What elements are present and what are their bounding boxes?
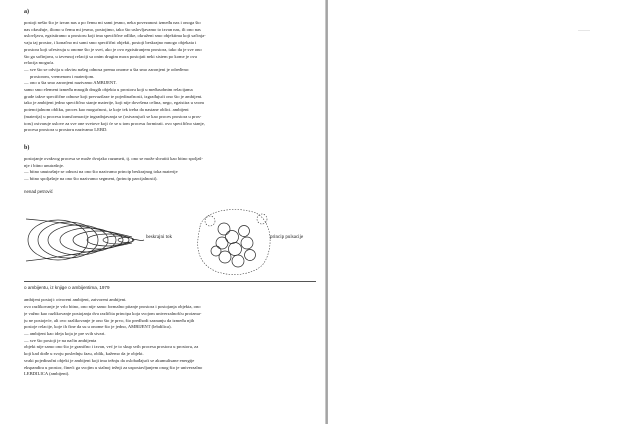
text-line: ovo razlikovanje je vrlo bitno, ono nije samo formalno pitanje prostora i postojanja objekta, ono <box>24 304 201 310</box>
text-line: je važno kao razlikovanje postojanja dva različita principa koja svojom univerzalnošću proizma- <box>24 310 202 316</box>
text-line: (materija) u procesu transformacije ingradnjavanja se (ostvarujući se kao proces prostora u pros- <box>24 113 202 119</box>
text-line: toru) ostvaruje uslove za sve one svetove koji će se u tom procesu formirati. ovo specifično stanje, <box>24 120 205 126</box>
text-line: samo smo element između mnogih drugih objekta u prostoru koji u međusobnim relacijama <box>24 87 193 93</box>
section-a-label: a) <box>24 9 29 15</box>
text-line: što ga sačinjava, u izvesnoj relaciji sa onim drugim mora postojati neki sistem po kome je ova <box>24 53 197 59</box>
text-line: nje i bitno unutrašnje. <box>24 162 65 168</box>
text-line: svaki pojedinačni objekt je ambijent koji ima težnju da oslobađajući se akumulisane energije <box>24 357 195 363</box>
text-line: prostora koji učestvuju u onome što je svet, ako je ovo egzistiranjem prostora, tako da je sve ono <box>24 46 202 52</box>
text-line: grade takve specifične odnose koji prevazilaze te pojedinačnosti, izgrađujući ono što je ambijent. <box>24 93 203 99</box>
text-line: objekt nije samo ono što je granično i izvan, već je to skup svih procesa prostora u prostoru, za <box>24 344 199 350</box>
label-endless-flow: beskrajni tok <box>146 234 172 240</box>
text-line: ekspandira u prostor, čineći ga svojim u stalnoj težnji za uspostavljanjem onog što je univerzalno <box>24 364 203 370</box>
bullet-line: — bitno spoljašnje na ono što nazivamo segment, (princip parcijalnosti). <box>24 176 316 183</box>
text-line: postoje relacije, koje ih čine da su u onome što je jedno, AMBIJENT (lebdilica). <box>24 324 172 330</box>
caption-divider <box>24 281 316 282</box>
section-a-bullets <box>24 67 316 87</box>
section-b-paragraph <box>24 156 316 183</box>
bullet-line: — bitno unutrašnje se odnosi na ono što nazivamo princip beskrajnog toka materije <box>24 169 316 176</box>
bullet-line: — sve što se odvija u okviru našeg odnosa prema onome u šta smo zaronjeni je određeno: <box>24 67 316 74</box>
bullet-line: — ono u šta smo zaronjeni nazivamo AMBIJENT. <box>24 80 316 87</box>
section-a-paragraph <box>24 20 316 67</box>
section-a-paragraph-2 <box>24 87 316 134</box>
text-line: postojanje ovakvog procesa se može dvojako razumeti, tj. ono se može shvatiti kao bitno spoljaš- <box>24 155 203 161</box>
bullet-line: — sve što postoji je na način ambijenta <box>24 338 316 345</box>
section-c-heading: ambijent postoji: otvoreni ambijent, zatvoreni ambijent. <box>24 297 127 303</box>
figure-illustration <box>24 197 316 279</box>
text-line: procesa prostora u prostoru nazivamo LEBD. <box>24 127 108 133</box>
text-line: vaju taj prostor, i konačno mi sami smo specifični objekti, postoji beskrajno mnogo objekata i <box>24 40 197 46</box>
text-line: tako je ambijent jedno specifično stanje materije, koji nije dovršena celina, nego, egzistira u svom <box>24 100 204 106</box>
text-line: LEBDILICA (ambijent). <box>24 371 70 377</box>
section-b-label: b) <box>24 144 30 151</box>
text-line: potencijalnom obliku, proces kao mogućnost, iz koje tek treba da nastane oblici. ambijent <box>24 107 189 113</box>
pulsation-dotted-outline <box>198 209 270 274</box>
bullet-line: — ambijent kao ideja koja je pre svih stvari. <box>24 331 316 338</box>
text-column <box>24 8 316 378</box>
text-line: koji kad dođe u svoju poslednju fazu, oblik, kažemo da je objekt. <box>24 351 144 357</box>
text-line: relacija moguća. <box>24 60 55 66</box>
text-line: postoji nešto što je izvan nas a po čemu mi sami jesmo, neka povezanost između nas i onoga što <box>24 20 201 25</box>
faint-mark <box>578 30 590 31</box>
text-line: uslovljava, egzistiramo u prostoru koji ima specifične odlike, okruženi smo objektima koji sačinja- <box>24 33 206 39</box>
endless-flow-drawing <box>26 219 144 261</box>
figure-caption: o ambijentu, iz knjige o ambijentima, 1979 <box>24 284 110 290</box>
bullet-continuation: prostorom, vremenom i materijom. <box>30 73 95 79</box>
text-line: ju ne postojeće, ali ovo razlikovanje je ono što je prvo, što predhodi saznanju da između njih <box>24 317 195 323</box>
pulsation-drawing <box>211 223 256 267</box>
label-pulsation: princip pulsacije <box>270 234 304 240</box>
text-line: nas okružuje, iliono u čemu mi jesmo, postojimo, tako što uslovljavamo to izvan nas, ili ono nas <box>24 26 201 32</box>
figure-author: nenad petrović <box>24 188 53 194</box>
section-c <box>24 297 316 377</box>
right-page-blank <box>328 0 640 424</box>
